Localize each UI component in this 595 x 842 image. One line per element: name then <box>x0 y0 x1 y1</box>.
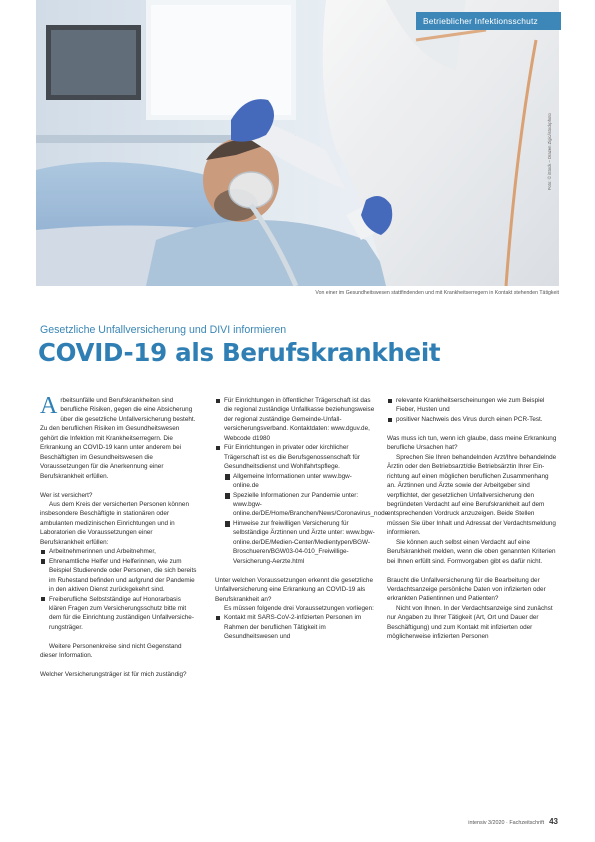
bullet-list <box>40 547 198 632</box>
list-item: Freiberufliche Selbstständige auf Honorarbasis klären Fragen zum Versicherungsschutz bitte mit dem für die Einrichtung zuständigen Unfallversicherungsträger. <box>40 595 198 633</box>
article-kicker: Gesetzliche Unfallversicherung und DIVI informieren <box>40 324 287 336</box>
question-heading: Braucht die Unfallversicherung für die Bearbeitung der Verdachtsanzeige persönliche Daten von infizierten oder erkrankten Patientinnen und Patienten? <box>387 576 546 603</box>
bullet-list <box>215 613 376 641</box>
list-item: Für Einrichtungen in öffentlicher Trägerschaft ist das die regional zuständige Unfallkasse beziehungsweise der regional zuständige Gemeinde-Unfallversicherungsverband. Kontaktdaten: www.dguv.de, Webcode d1980 <box>215 396 376 443</box>
publication-name: intensiv 3/2020 · Fachzeitschrift <box>468 820 545 826</box>
page-footer <box>380 817 558 826</box>
bullet-list <box>387 396 558 424</box>
hospital-scene-illustration <box>36 0 559 286</box>
intro-paragraph: Arbeitsunfälle und Berufskrankheiten sind berufliche Risiken, gegen die eine Absicherung über die gesetzliche Unfallversicherung besteht. Zu den beruflichen Risiken im Gesundheitswesen gehört die Infektion mit Krankheitserregern. Die Erkrankung an COVID-19 kann unter anderem bei Beschäftigten im Gesundheitswesen die Voraussetzungen für die Anerkennung einer Berufskrankheit erfüllen. <box>40 393 196 480</box>
list-item: Arbeitnehmerinnen und Arbeitnehmer, <box>40 547 198 556</box>
list-item: Ehrenamtliche Helfer und Helferinnen, wie zum Beispiel Studierende oder Personen, die sich bereits im Ruhestand befinden und aufgrund der Pandemie in den aktiven Dienst zurückgekehrt sind. <box>40 557 198 595</box>
drop-cap: A <box>40 393 58 419</box>
list-item: Kontakt mit SARS-CoV-2-infizierten Personen im Rahmen der beruflichen Tätigkeit im Gesundheitswesen und <box>215 613 376 641</box>
question-heading: Unter welchen Voraussetzungen erkennt die gesetzliche Unfallversicherung eine Erkrankung an COVID-19 als Berufskrankheit an? <box>215 576 373 603</box>
paragraph: Es müssen folgende drei Voraussetzungen vorliegen: <box>224 604 374 612</box>
paragraph: Nicht von Ihnen. In der Verdachtsanzeige sind zunächst nur Angaben zu Ihrer Tätigkeit (Art, Ort und Dauer der Beschäftigung) und zum Kontakt mit infizierten oder möglicherweise infizierten Personen <box>387 604 553 641</box>
paragraph: Weitere Personenkreise sind nicht Gegenstand dieser Information. <box>40 642 182 660</box>
sub-list-item[interactable]: Allgemeine Informationen unter www.bgw-online.de <box>224 472 376 491</box>
question-heading: Was muss ich tun, wenn ich glaube, dass meine Erkrankung berufliche Ursachen hat? <box>387 434 557 452</box>
article-headline: COVID-19 als Berufskrankheit <box>38 338 441 367</box>
paragraph: Sprechen Sie Ihren behandelnden Arzt/Ihre behandelnde Ärztin oder den Betriebsarzt/die Betriebsärztin Ihrer Einrichtung auf einen möglichen beruflichen Zusammenhang an. Ärztinnen und Ärzte sowie der Arbeitgeber sind verpflichtet, der gesetzlichen Unfallversicherung den begründeten Verdacht auf eine Berufskrankheit auf dem entsprechenden Vordruck anzuzeigen. Beide Stellen müssen Sie über Inhalt und Adressat der Verdachtsmeldung informieren. <box>387 453 557 537</box>
photo-credit: Foto: © iStock – Drazen Zigic/istockphoto <box>547 113 552 190</box>
text-column-1 <box>40 393 198 680</box>
section-rubric: Betrieblicher Infektionsschutz <box>416 12 561 30</box>
list-item: Für Einrichtungen in privater oder kirchlicher Trägerschaft ist es die Berufsgenossenschaft für Gesundheitsdienst und Wohlfahrtspflege. Allgemeine Informationen unter www.bgw-online.de Spezielle Informationen zur Pandemie unter: www.bgw-online.de/DE/Home/Branchen/News/Coronavirus_node Hinweise zur freiwilligen Versicherung für selbständige Ärztinnen und Ärzte unter: www.bgw-online.de/DE/Medien-Center/Medientypen/BGW-Broschueren/BGW03-04-010_Freiwillige-Versicherung-Aerzte.html <box>215 443 376 566</box>
question-heading: Wer ist versichert? <box>40 491 93 499</box>
sub-list-item[interactable]: Hinweise zur freiwilligen Versicherung für selbständige Ärztinnen und Ärzte unter: www.bgw-online.de/DE/Medien-Center/Medientypen/BGW-Broschueren/BGW03-04-010_Freiwillige-Versicherung-Aerzte.html <box>224 519 376 566</box>
text-column-3 <box>387 396 558 642</box>
paragraph: Aus dem Kreis der versicherten Personen können insbesondere Beschäftigte in stationären oder ambulanten medizinischen Einrichtungen und in Laboratorien die Voraussetzungen einer Berufskrankheit erfüllen: <box>40 500 189 546</box>
text-column-2 <box>215 396 389 642</box>
sub-bullet-list <box>215 472 389 567</box>
question-heading: Welcher Versicherungsträger ist für mich zuständig? <box>40 671 187 679</box>
list-item: positiver Nachweis des Virus durch einen PCR-Test. <box>387 415 558 424</box>
paragraph: Sie können auch selbst einen Verdacht auf eine Berufskrankheit melden, wenn die oben genannten Kriterien bei Ihnen erfüllt sind. Formvorgaben gibt es dafür nicht. <box>387 538 556 565</box>
hero-photo <box>36 0 559 286</box>
page-number: 43 <box>549 817 558 826</box>
list-item: relevante Krankheitserscheinungen wie zum Beispiel Fieber, Husten und <box>387 396 558 415</box>
bullet-list <box>215 396 389 566</box>
sub-list-item[interactable]: Spezielle Informationen zur Pandemie unter: www.bgw-online.de/DE/Home/Branchen/News/Coronavirus_node <box>224 491 376 519</box>
photo-caption: Von einer im Gesundheitswesen stattfindenden und mit Krankheitserregern in Kontakt stehenden Tätigkeit <box>315 290 559 296</box>
